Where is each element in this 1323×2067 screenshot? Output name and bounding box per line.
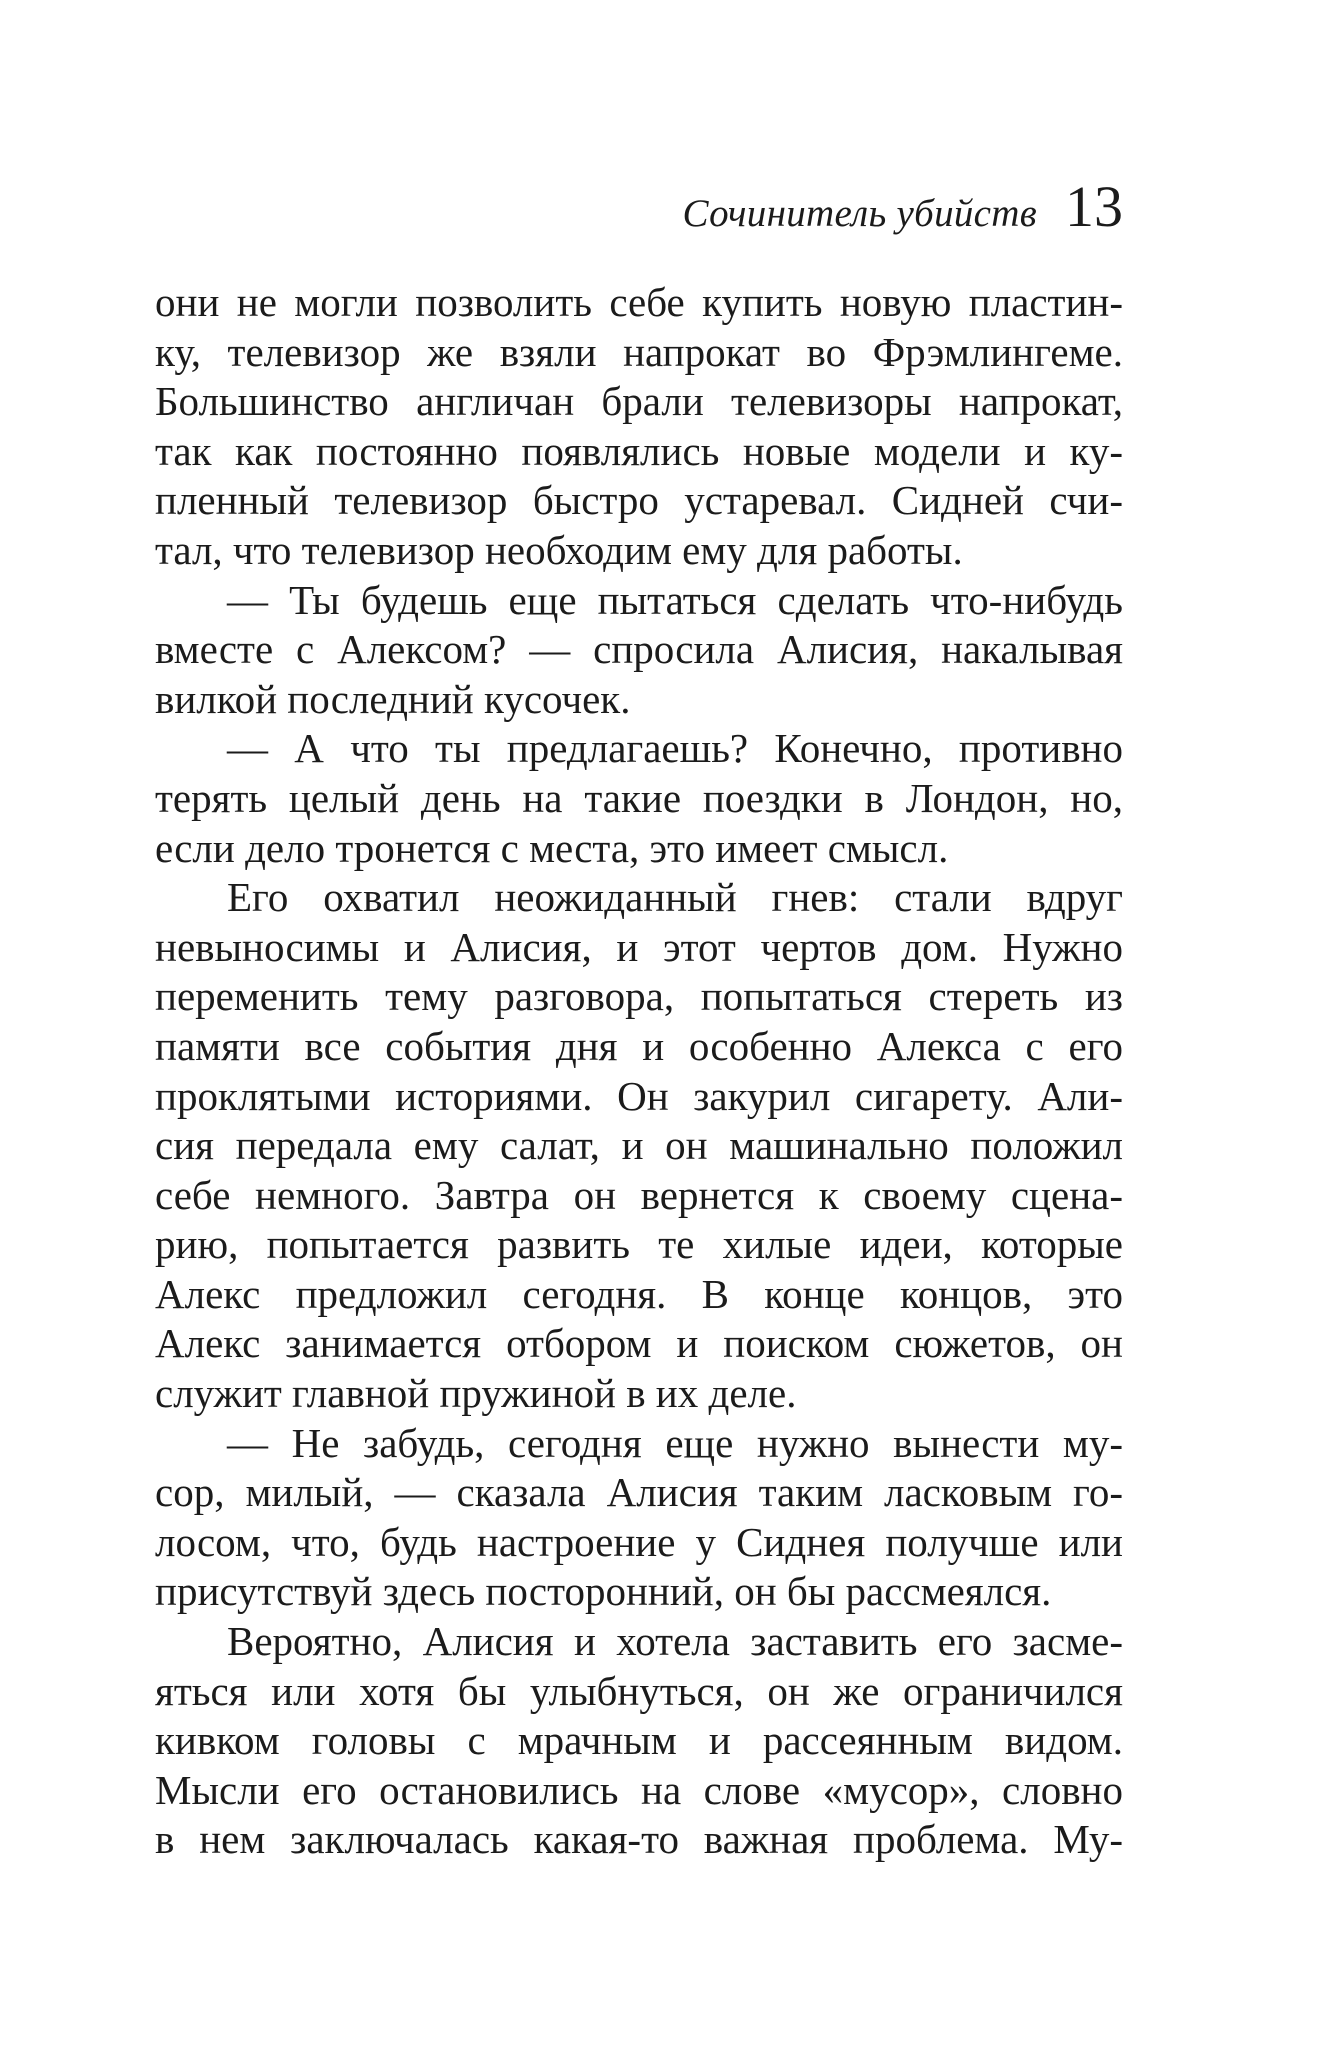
text-line: переменить тему разговора, попытаться стереть из [155,973,1123,1020]
text-line: они не могли позволить себе купить новую пластин- [155,279,1123,325]
text-line: яться или хотя бы улыбнуться, он же ограничился [155,1667,1123,1714]
text-line: рию, попытается развить те хилые идеи, которые [155,1221,1123,1268]
text-line: проклятыми историями. Он закурил сигарету. Али- [155,1072,1123,1119]
text-line: невыносимы и Алисия, и этот чертов дом. Нужно [155,923,1123,970]
text-line: Его охватил неожиданный гнев: стали вдруг [227,874,1123,921]
page-number: 13 [1065,174,1123,239]
text-line: тал, что телевизор необходим ему для работы. [155,526,963,573]
text-line: себе немного. Завтра он вернется к своему сцена- [155,1171,1123,1218]
running-title: Сочинитель убийств [682,192,1037,235]
text-line: кивком головы с мрачным и рассеянным видом. [155,1717,1123,1764]
text-line: Вероятно, Алисия и хотела заставить его засме- [227,1618,1123,1665]
text-line: в нем заключалась какая-то важная проблема. Му- [155,1816,1123,1863]
text-line: пленный телевизор быстро устаревал. Сидней счи- [155,477,1123,524]
text-line: вилкой последний кусочек. [155,675,631,722]
text-line: если дело тронется с места, это имеет смысл. [155,824,949,871]
running-head [682,174,1123,248]
text-line: памяти все события дня и особенно Алекса с его [155,1022,1123,1069]
text-line: — Ты будешь еще пытаться сделать что-нибудь [227,576,1123,623]
text-line: сия передала ему салат, и он машинально положил [155,1122,1123,1169]
text-line: терять целый день на такие поездки в Лондон, но, [155,774,1123,821]
text-line: — А что ты предлагаешь? Конечно, противно [227,725,1123,772]
text-line: так как постоянно появлялись новые модели и ку- [155,427,1123,474]
text-line: Алекс предложил сегодня. В конце концов, это [155,1270,1123,1317]
text-line: ку, телевизор же взяли напрокат во Фрэмлингеме. [155,328,1123,375]
text-line: Алекс занимается отбором и поиском сюжетов, он [155,1320,1123,1367]
text-line: лосом, что, будь настроение у Сиднея получше или [155,1518,1123,1565]
body-text [155,278,1123,1865]
text-line: служит главной пружиной в их деле. [155,1370,797,1417]
text-line: вместе с Алексом? — спросила Алисия, накалывая [155,626,1123,673]
text-line: сор, милый, — сказала Алисия таким ласковым го- [155,1469,1123,1516]
text-line: Мысли его остановились на слове «мусор», словно [155,1766,1123,1813]
text-line: Большинство англичан брали телевизоры напрокат, [155,378,1123,425]
text-line: присутствуй здесь посторонний, он бы рассмеялся. [155,1568,1052,1615]
text-line: — Не забудь, сегодня еще нужно вынести му- [227,1419,1123,1466]
